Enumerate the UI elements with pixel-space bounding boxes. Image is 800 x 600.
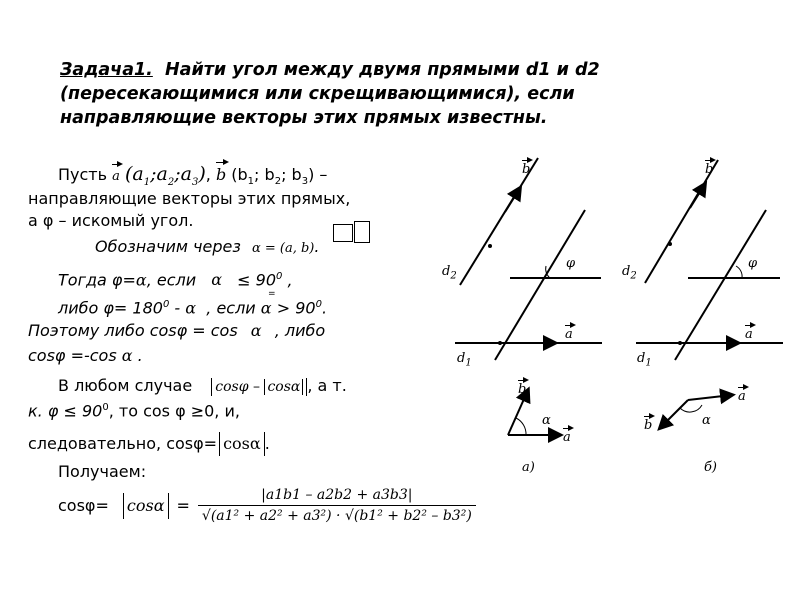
label-small-a-left: a xyxy=(563,430,571,445)
text-line-12: Получаем: xyxy=(58,462,147,481)
formula-numerator: |a1b1 – a2b2 + a3b3| xyxy=(261,487,413,503)
text-line-6: либо $\varphi= 180^0 - \alpha$ , если $\alpha > 90^0$. xyxy=(58,298,328,318)
label-b-left: b xyxy=(522,162,531,177)
text-line-7: Поэтому либо cosφ = cos α , либо xyxy=(28,321,326,340)
vector-b: b xyxy=(215,165,227,184)
small-vector-a-right xyxy=(688,395,732,400)
text-line-9: В любом случае cosφ – cosα , а т. xyxy=(58,376,347,395)
caption-b: б) xyxy=(704,460,718,475)
text-line-3: а φ – искомый угол. xyxy=(28,211,194,230)
label-d2-right: $d_2$ xyxy=(622,264,637,282)
point-left-d2 xyxy=(488,244,492,248)
formula-fraction xyxy=(198,487,476,524)
arrow-b-right xyxy=(690,184,705,208)
abs-cos-alpha: cosα xyxy=(219,432,265,456)
point-left-d1 xyxy=(498,341,502,345)
point-right-d2 xyxy=(668,242,672,246)
line-d2-right xyxy=(645,160,718,283)
label-phi-left: φ xyxy=(566,256,576,271)
small-vector-b-right xyxy=(660,400,688,428)
label-small-b-right: b xyxy=(644,418,653,433)
label-alpha-left: α xyxy=(542,413,551,428)
label-small-b-left: b xyxy=(518,382,527,397)
caption-a: а) xyxy=(522,460,535,475)
arrow-b-left xyxy=(505,188,520,212)
alpha-definition: α = (a, b) xyxy=(251,241,315,256)
text-line-4: Обозначим через α = (a, b). xyxy=(95,237,320,256)
angle-arc-small-left xyxy=(516,418,526,435)
text-line-10: к. $\varphi \le 90^0$, то cos φ ≥0, и, xyxy=(28,401,240,421)
title-line-3: направляющие векторы этих прямых известны. xyxy=(60,108,548,128)
label-d1-left: $d_1$ xyxy=(457,351,472,369)
placeholder-box-icon xyxy=(354,221,370,243)
text-line-1: Пусть a $(a_1;a_2;a_3)$, b ($b_1$; $b_2$; $b_3$) – xyxy=(58,163,328,188)
label-b-right: b xyxy=(705,162,714,177)
title-line-1: Найти угол между двумя прямыми d1 и d2 xyxy=(165,60,600,80)
formula-denominator: √(a1² + a2² + a3²) · √(b1² + b2² – b3²) xyxy=(198,505,476,524)
task-title xyxy=(60,58,600,130)
point-right-d1 xyxy=(678,341,682,345)
label-d2-left: $d_2$ xyxy=(442,264,457,282)
title-line-2: (пересекающимися или скрещивающимися), если xyxy=(60,84,575,104)
task-label: Задача1. xyxy=(60,60,153,80)
placeholder-box-icon xyxy=(333,224,353,242)
final-formula: cosφ= cosα = $\frac{|a1b1 - a2b2 + a3b3|}{\text{√(a1² + a2² + a3²) · √(b1² + b2² – b3²)}}$ xyxy=(58,487,476,524)
angle-arc-right xyxy=(736,266,742,278)
geometry-figure xyxy=(430,150,800,490)
equals-mark: = xyxy=(268,289,276,299)
label-small-a-right: a xyxy=(738,389,746,404)
text-line-5: Тогда φ=α, если $\alpha \le 90^0$ , xyxy=(58,270,293,290)
line-d2-left xyxy=(460,158,538,285)
vector-a: a xyxy=(112,166,120,188)
label-phi-right: φ xyxy=(748,256,758,271)
label-alpha-right: α xyxy=(702,413,711,428)
text-line-11: следовательно, cosφ= cosα . xyxy=(28,432,270,456)
label-a-right: a xyxy=(745,327,753,342)
label-a-left: a xyxy=(565,327,573,342)
text-line-2: направляющие векторы этих прямых, xyxy=(28,189,351,208)
label-d1-right: $d_1$ xyxy=(637,351,652,369)
text-line-8: cosφ =-cos α . xyxy=(28,346,143,365)
